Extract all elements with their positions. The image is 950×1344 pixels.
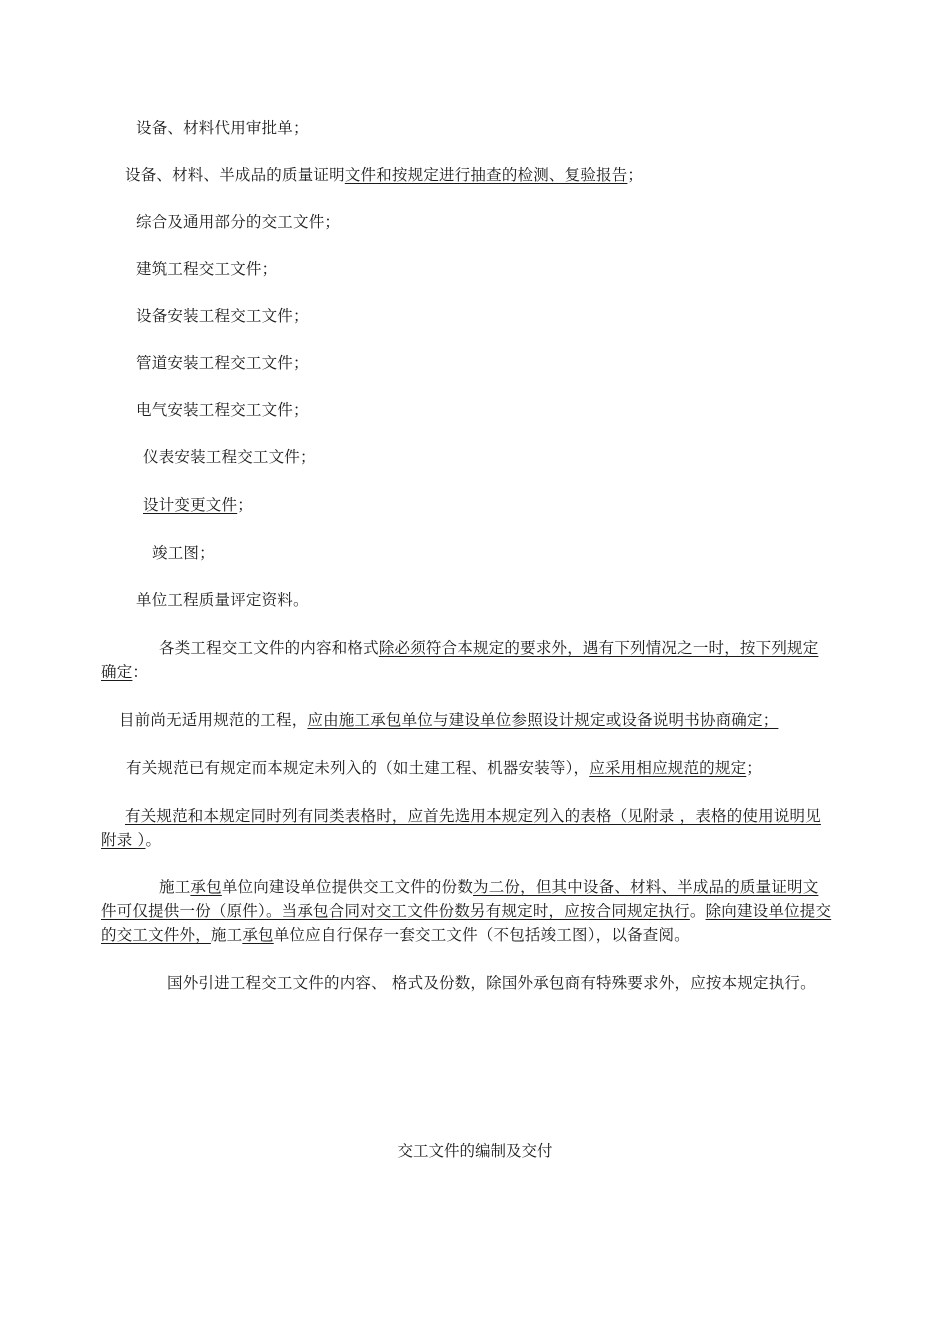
list-item: 电气安装工程交工文件； xyxy=(136,401,309,419)
list-item: 管道安装工程交工文件； xyxy=(136,354,309,372)
list-item: 竣工图； xyxy=(152,544,215,562)
list-item: 设备、材料、半成品的质量证明文件和按规定进行抽查的检测、复验报告； xyxy=(125,166,644,184)
list-item: 设计变更文件； xyxy=(143,496,253,514)
list-item: 设备、材料代用审批单； xyxy=(136,119,309,137)
paragraph-copies: 施工承包单位向建设单位提供交工文件的份数为二份，但其中设备、材料、半成品的质量证明文件可仅提供一份（原件）。当承包合同对交工文件份数另有规定时，应按合同规定执行。除向建设单位提交的交工文件外，施工承包单位应自行保存一套交工文件（不包括竣工图），以备查阅。 xyxy=(101,878,832,944)
list-item: 建筑工程交工文件； xyxy=(136,260,278,278)
list-item: 设备安装工程交工文件； xyxy=(136,307,309,325)
list-item: 单位工程质量评定资料。 xyxy=(136,591,309,609)
paragraph-foreign: 国外引进工程交工文件的内容、 格式及份数，除国外承包商有特殊要求外，应按本规定执行。 xyxy=(167,974,816,992)
rule-item: 目前尚无适用规范的工程，应由施工承包单位与建设单位参照设计规定或设备说明书协商确定； xyxy=(119,711,779,729)
section-title: 交工文件的编制及交付 xyxy=(397,1142,553,1160)
list-item: 综合及通用部分的交工文件； xyxy=(136,213,341,231)
paragraph-rules-intro: 各类工程交工文件的内容和格式除必须符合本规定的要求外，遇有下列情况之一时，按下列规定确定： xyxy=(101,639,819,681)
list-item: 仪表安装工程交工文件； xyxy=(143,448,316,466)
rule-item: 有关规范已有规定而本规定未列入的（如土建工程、机器安装等），应采用相应规范的规定； xyxy=(126,759,762,777)
rule-item: 有关规范和本规定同时列有同类表格时，应首先选用本规定列入的表格（见附录 ，表格的使用说明见附录 ）。 xyxy=(101,807,821,849)
